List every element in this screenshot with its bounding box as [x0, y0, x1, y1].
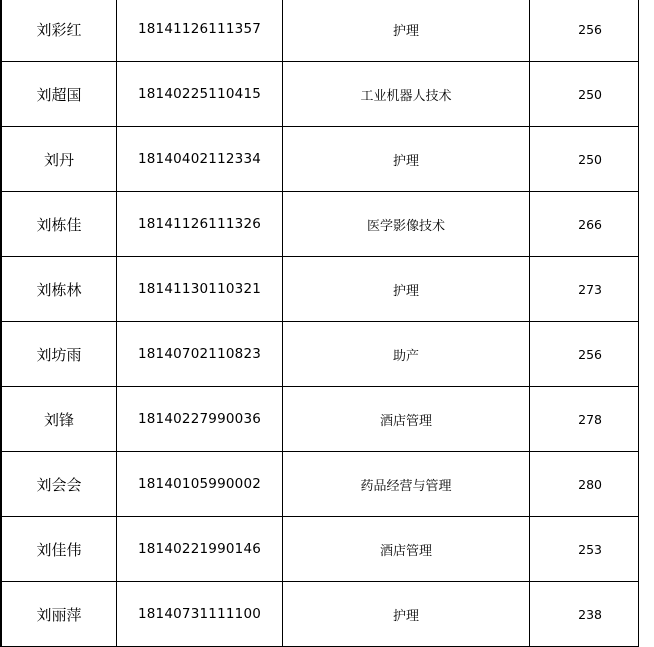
major-cell: 护理 [283, 0, 530, 62]
exam-id-cell: 18141126111326 [117, 192, 283, 257]
exam-id-cell: 18141126111357 [117, 0, 283, 62]
table-row [1, 257, 639, 322]
major-cell: 工业机器人技术 [283, 62, 530, 127]
score-cell: 266 [530, 192, 639, 257]
table-row [1, 452, 639, 517]
exam-id-cell: 18141130110321 [117, 257, 283, 322]
score-cell: 256 [530, 0, 639, 62]
major-cell: 护理 [283, 257, 530, 322]
table-row [1, 517, 639, 582]
table-row [1, 322, 639, 387]
score-cell: 273 [530, 257, 639, 322]
score-cell: 253 [530, 517, 639, 582]
exam-id-cell: 18140105990002 [117, 452, 283, 517]
student-name-cell: 刘栋林 [1, 257, 117, 322]
score-table-body [1, 0, 639, 647]
score-cell: 280 [530, 452, 639, 517]
exam-id-cell: 18140227990036 [117, 387, 283, 452]
table-row [1, 192, 639, 257]
major-cell: 护理 [283, 582, 530, 647]
student-name-cell: 刘彩红 [1, 0, 117, 62]
score-cell: 250 [530, 127, 639, 192]
major-cell: 助产 [283, 322, 530, 387]
table-row [1, 0, 639, 62]
student-name-cell: 刘丹 [1, 127, 117, 192]
table-row [1, 127, 639, 192]
student-name-cell: 刘超国 [1, 62, 117, 127]
student-name-cell: 刘锋 [1, 387, 117, 452]
score-cell: 278 [530, 387, 639, 452]
score-cell: 250 [530, 62, 639, 127]
student-name-cell: 刘佳伟 [1, 517, 117, 582]
major-cell: 护理 [283, 127, 530, 192]
student-name-cell: 刘丽萍 [1, 582, 117, 647]
major-cell: 酒店管理 [283, 387, 530, 452]
major-cell: 药品经营与管理 [283, 452, 530, 517]
score-cell: 238 [530, 582, 639, 647]
table-row [1, 387, 639, 452]
exam-id-cell: 18140731111100 [117, 582, 283, 647]
score-cell: 256 [530, 322, 639, 387]
exam-id-cell: 18140221990146 [117, 517, 283, 582]
table-row [1, 62, 639, 127]
table-row [1, 582, 639, 647]
student-name-cell: 刘坊雨 [1, 322, 117, 387]
exam-id-cell: 18140702110823 [117, 322, 283, 387]
major-cell: 酒店管理 [283, 517, 530, 582]
student-name-cell: 刘会会 [1, 452, 117, 517]
major-cell: 医学影像技术 [283, 192, 530, 257]
student-name-cell: 刘栋佳 [1, 192, 117, 257]
exam-id-cell: 18140225110415 [117, 62, 283, 127]
exam-id-cell: 18140402112334 [117, 127, 283, 192]
